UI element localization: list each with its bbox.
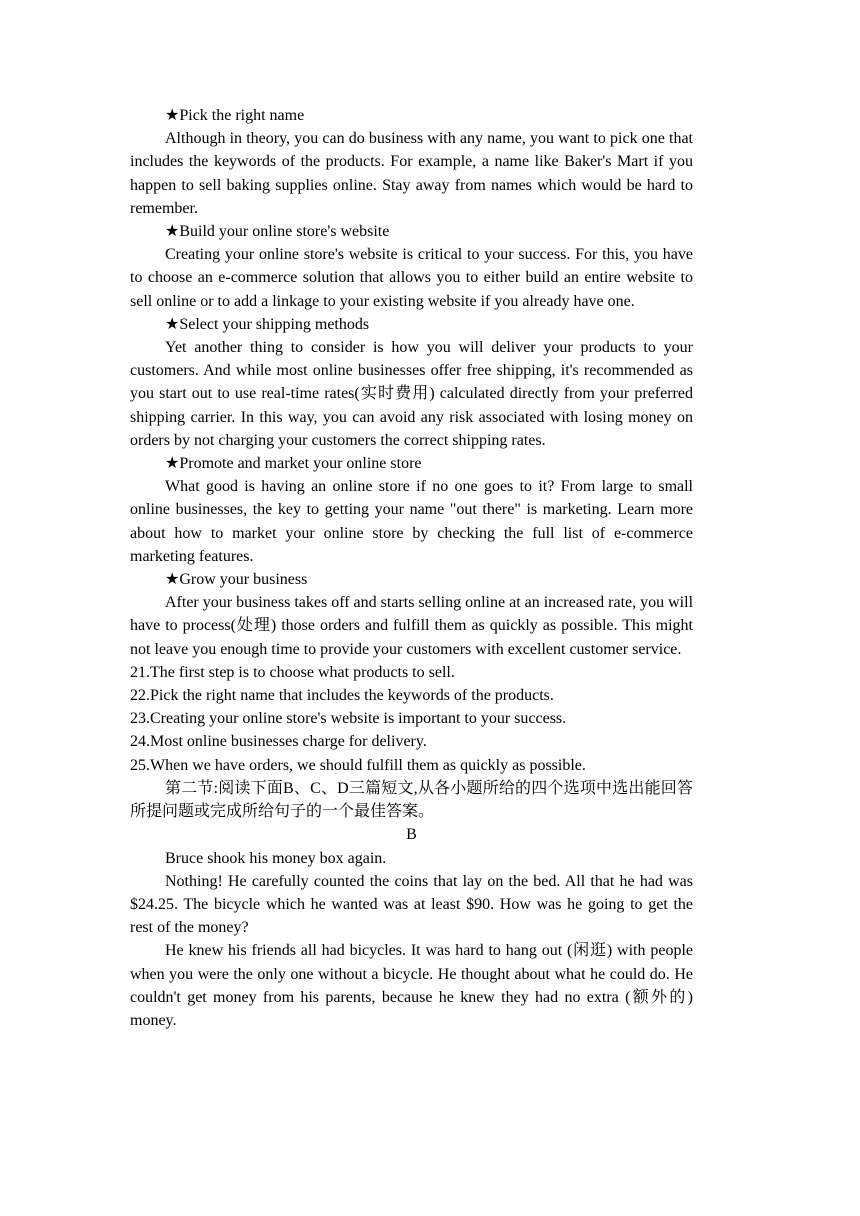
question-item: 25.When we have orders, we should fulfill them as quickly as possible. <box>130 756 586 774</box>
section-paragraph: What good is having an online store if no one goes to it? From large to small online businesses, the key to getting your name "out there" is marketing. Learn more about how to market your online store by checking the full list of e-commerce marketing features. <box>130 478 693 565</box>
question-item: 24.Most online businesses charge for delivery. <box>130 733 427 751</box>
section-paragraph: Although in theory, you can do business with any name, you want to pick one that includes the keywords of the products. For example, a name like Baker's Mart if you happen to sell baking supplies online. Stay away from names which would be hard to remember. <box>130 130 693 217</box>
section-heading: ★Pick the right name <box>165 107 305 124</box>
question-item: 22.Pick the right name that includes the keywords of the products. <box>130 687 554 705</box>
passage-paragraph: He knew his friends all had bicycles. It was hard to hang out (闲逛) with people when you were the only one without a bicycle. He thought about what he could do. He couldn't get money from his parents, because he knew they had no extra (额外的) money. <box>130 942 693 1029</box>
section-heading: ★Grow your business <box>165 571 308 589</box>
section-heading: ★Promote and market your online store <box>165 455 422 473</box>
passage-label: B <box>406 826 417 844</box>
section-paragraph: Yet another thing to consider is how you will deliver your products to your customers. And while most online businesses offer free shipping, it's recommended as you start out to use real-time rates(实时费用) calculated directly from your preferred shipping carrier. In this way, you can avoid any risk associated with losing money on orders by not charging your customers the correct shipping rates. <box>130 339 693 449</box>
section-paragraph: After your business takes off and starts selling online at an increased rate, you will have to process(处理) those orders and fulfill them as quickly as possible. This might not leave you enough time to provide your customers with excellent customer service. <box>130 594 694 658</box>
section-paragraph: Creating your online store's website is critical to your success. For this, you have to choose an e-commerce solution that allows you to either build an entire website to sell online or to add a linkage to your existing website if you already have one. <box>130 246 693 310</box>
passage-paragraph: Bruce shook his money box again. <box>165 849 387 867</box>
document-page <box>130 104 693 1032</box>
part2-instruction: 第二节:阅读下面B、C、D三篇短文,从各小题所给的四个选项中选出能回答所提问题或完成所给句子的一个最佳答案。 <box>130 779 693 821</box>
question-item: 23.Creating your online store's website is important to your success. <box>130 710 567 728</box>
passage-paragraph: Nothing! He carefully counted the coins that lay on the bed. All that he had was $24.25. The bicycle which he wanted was at least $90. How was he going to get the rest of the money? <box>130 872 693 937</box>
section-heading: ★Select your shipping methods <box>165 315 370 333</box>
section-heading: ★Build your online store's website <box>165 223 390 241</box>
question-item: 21.The first step is to choose what products to sell. <box>130 663 455 681</box>
